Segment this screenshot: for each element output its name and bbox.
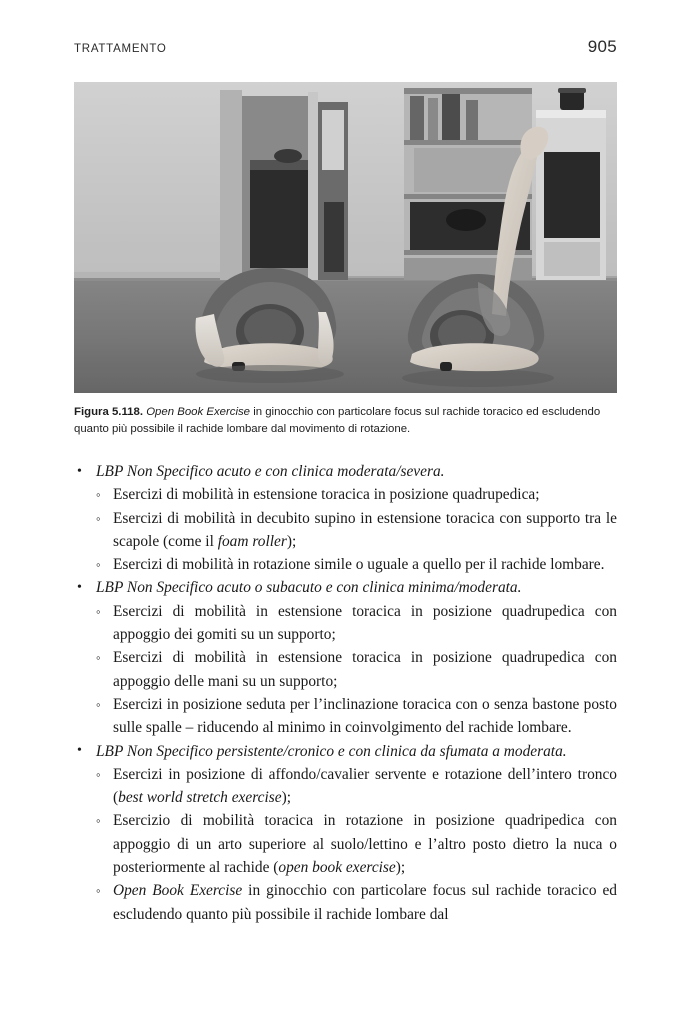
item-text: Esercizio di mobilità toracica in rotazione in posizione quadripedica con appoggio di un arto superiore al suolo/lettino e l’altro posto dietro la nuca o posteriormente al rachide ( [113, 812, 617, 877]
photograph-illustration [74, 82, 617, 393]
figure-title: Open Book Exercise [146, 406, 251, 418]
figure-caption-text: in ginocchio con particolare focus sul rachide toracico ed escludendo quanto più possibile il rachide lombare dal movimento di rotazione. [74, 406, 601, 435]
figure-block [74, 82, 617, 437]
item-text: in ginocchio con particolare focus sul rachide toracico ed escludendo quanto più possibile il rachide lombare dal [113, 882, 617, 923]
item-text: Esercizi in posizione di affondo/cavalier servente e rotazione dell’intero tronco ( [113, 765, 617, 807]
item-text: Esercizi in posizione seduta per l’inclinazione toracica con o senza bastone posto sulle spalle – riducendo al minimo in coinvolgimento del rachide lombare. [113, 695, 617, 737]
exercise-section [74, 576, 617, 739]
exercise-item [74, 763, 617, 810]
section-items [74, 483, 617, 576]
italic-term: Open Book Exercise [113, 882, 243, 900]
item-text: ); [286, 532, 297, 550]
item-text: Esercizi di mobilità in estensione toracica in posizione quadrupedica con appoggio dei gomiti su un supporto; [113, 602, 617, 644]
item-text: ); [281, 789, 291, 807]
exercise-item [74, 483, 617, 506]
exercise-item [74, 600, 617, 647]
item-text: Esercizi di mobilità in rotazione simile o uguale a quello per il rachide lombare. [113, 556, 605, 574]
item-text: ); [395, 859, 406, 877]
italic-term: best world stretch exercise [118, 789, 282, 807]
exercise-item [74, 646, 617, 693]
page-number: 905 [587, 37, 617, 56]
item-text: Esercizi di mobilità in decubito supino in estensione toracica con supporto tra le scapole (come il [113, 509, 617, 550]
exercise-list [74, 460, 617, 926]
figure-caption [74, 404, 617, 437]
italic-term: foam roller [217, 532, 287, 550]
exercise-item [74, 507, 617, 554]
figure-photograph [74, 82, 617, 393]
running-head-title: TRATTAMENTO [74, 43, 167, 55]
section-heading: • LBP Non Specifico acuto e con clinica moderata/severa. [74, 460, 617, 483]
exercise-item [74, 693, 617, 740]
figure-label: Figura 5.118. [74, 406, 144, 418]
section-items [74, 600, 617, 740]
exercise-item [74, 553, 617, 576]
exercise-section [74, 460, 617, 576]
section-items [74, 763, 617, 926]
section-heading: • LBP Non Specifico acuto o subacuto e con clinica minima/moderata. [74, 576, 617, 599]
italic-term: open book exercise [278, 859, 396, 877]
exercise-item [74, 879, 617, 926]
running-head [74, 37, 617, 57]
exercise-item [74, 809, 617, 879]
exercise-section [74, 740, 617, 926]
section-heading: • LBP Non Specifico persistente/cronico e con clinica da sfumata a moderata. [74, 740, 617, 763]
item-text: Esercizi di mobilità in estensione toracica in posizione quadrupedica con appoggio delle mani su un supporto; [113, 649, 617, 690]
item-text: Esercizi di mobilità in estensione toracica in posizione quadrupedica; [113, 486, 540, 504]
